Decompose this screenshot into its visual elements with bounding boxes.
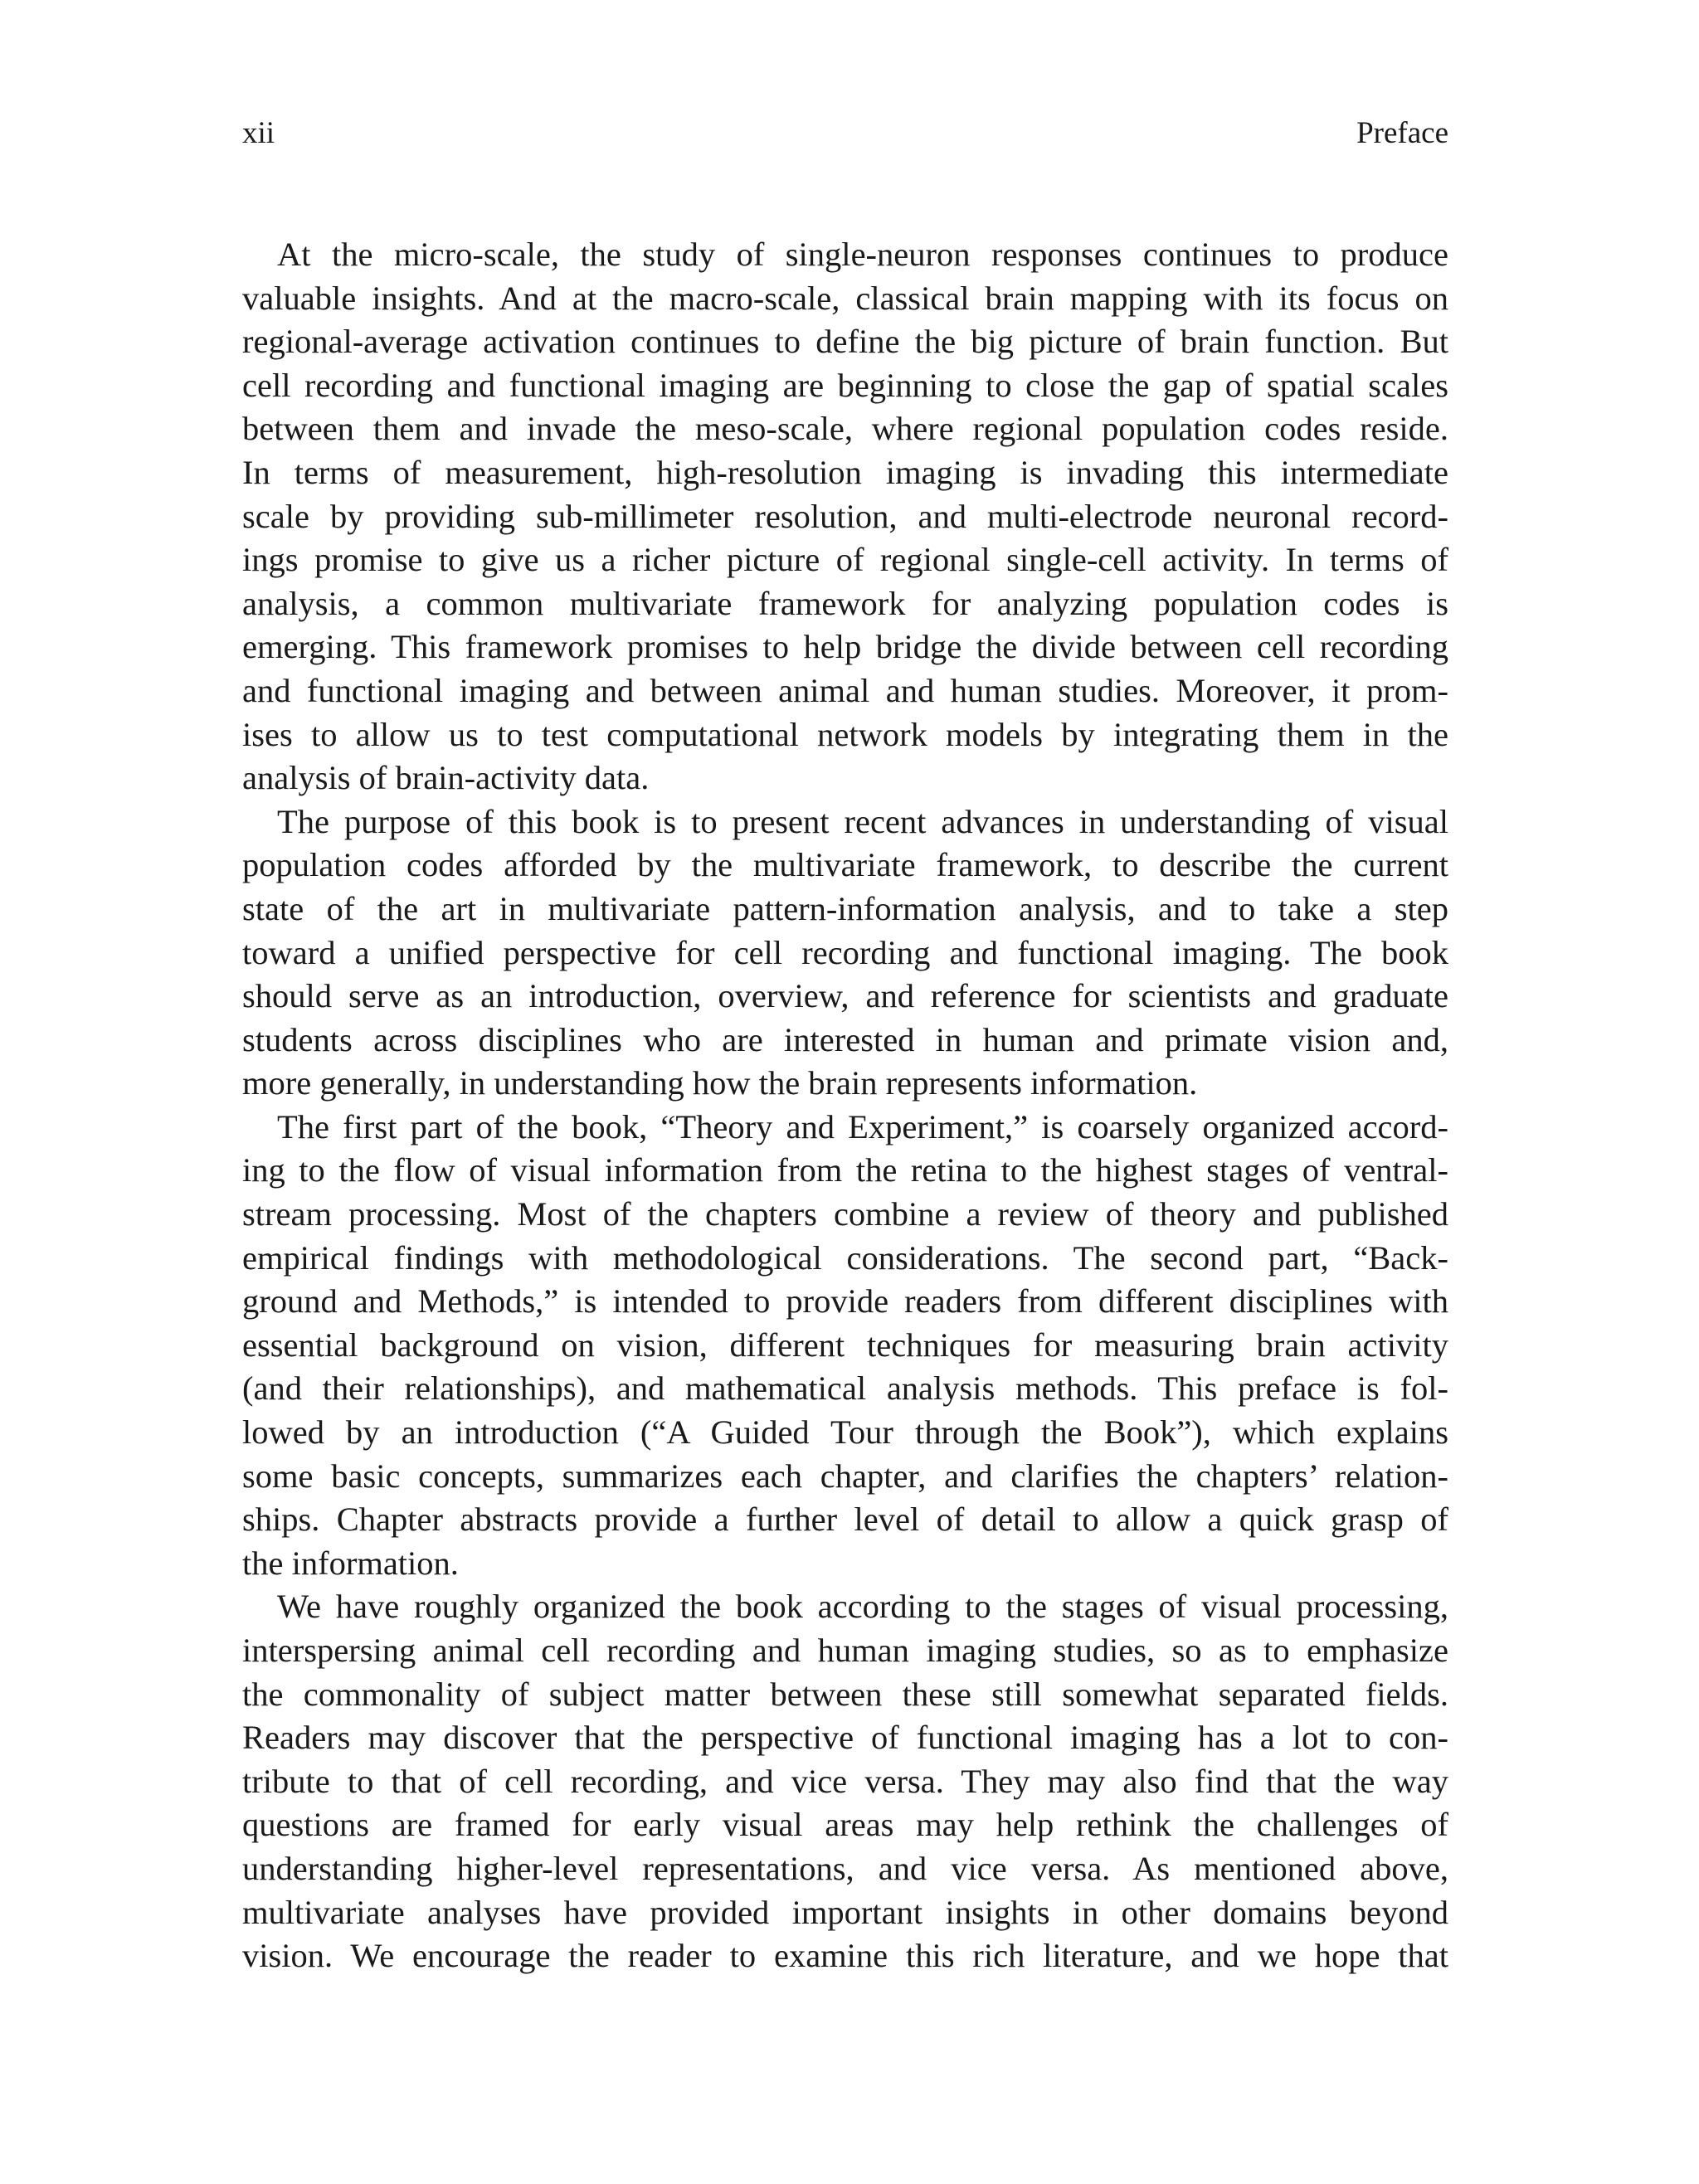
text-line: emerging. This framework promises to help bridge the divide between cell recording xyxy=(242,628,1448,666)
text-line: ships. Chapter abstracts provide a further level of detail to allow a quick grasp of xyxy=(242,1501,1448,1539)
text-line: ises to allow us to test computational network models by integrating them in the xyxy=(242,715,1448,753)
text-line: empirical findings with methodological considerations. The second part, “Back- xyxy=(242,1238,1448,1277)
text-line: cell recording and functional imaging are beginning to close the gap of spatial scales xyxy=(242,366,1448,404)
text-line: and functional imaging and between animal and human studies. Moreover, it prom- xyxy=(242,671,1448,709)
text-line: understanding higher-level representations, and vice versa. As mentioned above, xyxy=(242,1849,1448,1887)
text-line: scale by providing sub-millimeter resolution, and multi-electrode neuronal record- xyxy=(242,497,1448,535)
text-line: multivariate analyses have provided important insights in other domains beyond xyxy=(242,1893,1448,1931)
body-text xyxy=(242,233,1448,1978)
text-line: valuable insights. And at the macro-scale, classical brain mapping with its focus on xyxy=(242,279,1448,317)
text-line: some basic concepts, summarizes each chapter, and clarifies the chapters’ relation- xyxy=(242,1457,1448,1495)
text-line: At the micro-scale, the study of single-neuron responses continues to produce xyxy=(277,236,1448,273)
text-line: regional-average activation continues to define the big picture of brain function. But xyxy=(242,323,1448,361)
text-line: more generally, in understanding how the brain represents information. xyxy=(242,1064,1198,1102)
text-line: the information. xyxy=(242,1544,459,1582)
text-line: vision. We encourage the reader to examine this rich literature, and we hope that xyxy=(242,1937,1448,1975)
text-line: interspersing animal cell recording and human imaging studies, so as to emphasize xyxy=(242,1632,1448,1669)
text-line: population codes afforded by the multivariate framework, to describe the current xyxy=(242,846,1448,884)
text-line: Readers may discover that the perspective of functional imaging has a lot to con- xyxy=(242,1719,1448,1757)
text-line: analysis of brain-activity data. xyxy=(242,759,650,797)
text-line: lowed by an introduction (“A Guided Tour through the Book”), which explains xyxy=(242,1413,1448,1452)
text-line: (and their relationships), and mathematical analysis methods. This preface is fol- xyxy=(242,1369,1448,1408)
text-line: students across disciplines who are interested in human and primate vision and, xyxy=(242,1020,1448,1058)
text-line: We have roughly organized the book according to the stages of visual processing, xyxy=(277,1588,1448,1626)
text-line: ground and Methods,” is intended to provide readers from different disciplines with xyxy=(242,1282,1448,1321)
text-line: The purpose of this book is to present recent advances in understanding of visual xyxy=(277,802,1448,840)
paragraph xyxy=(242,1585,1448,1977)
text-line: between them and invade the meso-scale, where regional population codes reside. xyxy=(242,410,1448,448)
section-title: Preface xyxy=(1356,116,1448,150)
text-line: questions are framed for early visual areas may help rethink the challenges of xyxy=(242,1806,1448,1844)
text-line: The first part of the book, “Theory and Experiment,” is coarsely organized accord- xyxy=(277,1107,1448,1146)
paragraph xyxy=(242,1106,1448,1586)
paragraph xyxy=(242,800,1448,1106)
page-number: xii xyxy=(242,116,275,150)
text-line: analysis, a common multivariate framework for analyzing population codes is xyxy=(242,584,1448,622)
text-line: ing to the flow of visual information from the retina to the highest stages of ventral- xyxy=(242,1151,1448,1189)
text-line: should serve as an introduction, overview, and reference for scientists and graduate xyxy=(242,977,1448,1015)
text-line: In terms of measurement, high-resolution imaging is invading this intermediate xyxy=(242,453,1448,491)
text-line: state of the art in multivariate pattern-information analysis, and to take a step xyxy=(242,889,1448,927)
running-head xyxy=(242,113,1448,154)
text-line: ings promise to give us a richer picture of regional single-cell activity. In terms of xyxy=(242,541,1448,579)
text-line: essential background on vision, different techniques for measuring brain activity xyxy=(242,1325,1448,1364)
text-line: toward a unified perspective for cell recording and functional imaging. The book xyxy=(242,933,1448,971)
text-line: the commonality of subject matter between these still somewhat separated fields. xyxy=(242,1675,1448,1713)
text-line: tribute to that of cell recording, and vice versa. They may also find that the way xyxy=(242,1762,1448,1800)
text-line: stream processing. Most of the chapters combine a review of theory and published xyxy=(242,1195,1448,1233)
paragraph xyxy=(242,233,1448,800)
